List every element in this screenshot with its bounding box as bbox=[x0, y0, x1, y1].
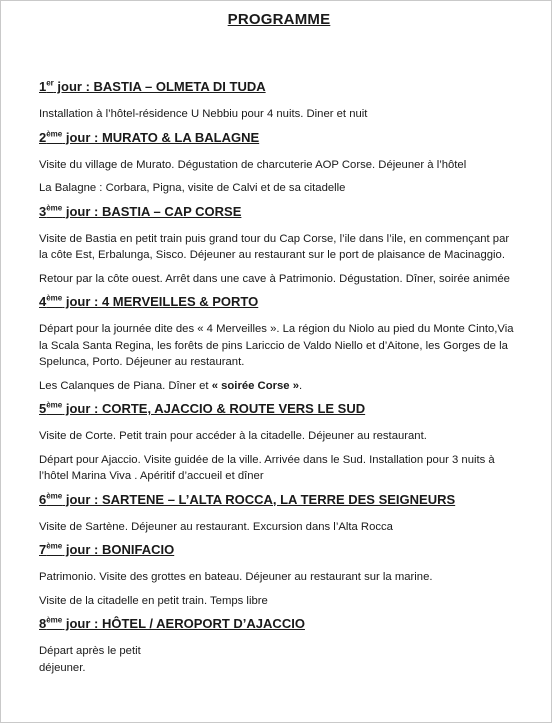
ordinal-suffix: ème bbox=[46, 491, 63, 501]
day-title: jour : BONIFACIO bbox=[62, 542, 175, 557]
paragraph-text: . bbox=[299, 379, 303, 392]
day-section-2 bbox=[39, 130, 519, 197]
paragraph: Visite du village de Murato. Dégustation de charcuterie AOP Corse. Déjeuner à l’hôtel bbox=[39, 158, 467, 171]
paragraph: Visite de Sartène. Déjeuner au restaurant. Excursion dans l’Alta Rocca bbox=[39, 520, 393, 533]
paragraph: La Balagne : Corbara, Pigna, visite de Calvi et de sa citadelle bbox=[39, 182, 346, 194]
day-number: 6 bbox=[39, 491, 47, 507]
day-title: jour : CORTE, AJACCIO & ROUTE VERS LE SUD bbox=[62, 401, 366, 416]
ordinal-suffix: ème bbox=[46, 400, 63, 410]
day-heading bbox=[39, 616, 519, 632]
day-title: jour : BASTIA – CAP CORSE bbox=[62, 203, 242, 219]
paragraph: Installation à l’hôtel-résidence U Nebbiu pour 4 nuits. Diner et nuit bbox=[39, 108, 368, 120]
ordinal-suffix: er bbox=[46, 78, 54, 88]
day-section-3 bbox=[39, 204, 519, 288]
day-number: 4 bbox=[39, 294, 47, 309]
day-number: 5 bbox=[39, 401, 47, 416]
day-title: jour : BASTIA – OLMETA DI TUDA bbox=[53, 79, 266, 94]
day-section-1 bbox=[39, 79, 519, 123]
day-section-6 bbox=[39, 492, 519, 536]
ordinal-suffix: ème bbox=[46, 293, 63, 303]
day-heading bbox=[39, 401, 519, 417]
page-title: PROGRAMME bbox=[227, 11, 331, 28]
day-number: 8 bbox=[39, 616, 47, 631]
day-title: jour : SARTENE – L’ALTA ROCCA, LA TERRE DES SEIGNEURS bbox=[62, 491, 456, 507]
paragraph: Visite de Bastia en petit train puis grand tour du Cap Corse, l’ile dans l’ile, en commençant par la côte Est, Erbalunga, Sisco. Déjeuner au restaurant sur le port de plaisance de Macinaggio. bbox=[39, 232, 510, 261]
ordinal-suffix: ème bbox=[46, 541, 63, 551]
day-title: jour : HÔTEL / AEROPORT D’AJACCIO bbox=[62, 616, 305, 631]
paragraph bbox=[39, 378, 519, 395]
day-number: 3 bbox=[39, 203, 47, 219]
ordinal-suffix: ème bbox=[46, 615, 63, 625]
bold-text: « soirée Corse » bbox=[211, 379, 299, 392]
paragraph: Retour par la côte ouest. Arrêt dans une cave à Patrimonio. Dégustation. Dîner, soirée animée bbox=[39, 272, 510, 285]
day-section-7 bbox=[39, 542, 519, 609]
ordinal-suffix: ème bbox=[46, 203, 63, 213]
day-heading bbox=[39, 492, 519, 508]
paragraph: Visite de la citadelle en petit train. Temps libre bbox=[39, 594, 268, 607]
paragraph: Visite de Corte. Petit train pour accéder à la citadelle. Déjeuner au restaurant. bbox=[39, 430, 427, 442]
day-heading bbox=[39, 294, 519, 310]
ordinal-suffix: ème bbox=[46, 129, 63, 139]
paragraph: Patrimonio. Visite des grottes en bateau. Déjeuner au restaurant sur la marine. bbox=[39, 571, 433, 583]
day-heading bbox=[39, 204, 519, 220]
paragraph: Départ pour Ajaccio. Visite guidée de la ville. Arrivée dans le Sud. Installation pour 3 nuits à l’hôtel Marina Viva . Apéritif d’accueil et dîner bbox=[39, 453, 495, 482]
day-section-5 bbox=[39, 401, 519, 485]
paragraph-text: Les Calanques de Piana. Dîner et bbox=[39, 379, 212, 392]
day-title: jour : MURATO & LA BALAGNE bbox=[62, 129, 260, 145]
day-title: jour : 4 MERVEILLES & PORTO bbox=[62, 294, 259, 309]
day-number: 2 bbox=[39, 129, 47, 145]
day-heading bbox=[39, 79, 519, 95]
day-section-4 bbox=[39, 294, 519, 394]
day-heading bbox=[39, 130, 519, 146]
day-section-8 bbox=[39, 616, 519, 676]
paragraph: Départ après le petit déjeuner. bbox=[39, 645, 141, 674]
day-heading bbox=[39, 542, 519, 558]
paragraph: Départ pour la journée dite des « 4 Merveilles ». La région du Niolo au pied du Monte Cinto,Via la Scala Santa Regina, les forêts de pins Lariccio de Valdo Niello et d’Aitone, les Gorges de la Spelunca, Porto. Déjeuner au restaurant. bbox=[39, 323, 514, 368]
day-number: 1 bbox=[39, 79, 47, 94]
day-number: 7 bbox=[39, 542, 47, 557]
